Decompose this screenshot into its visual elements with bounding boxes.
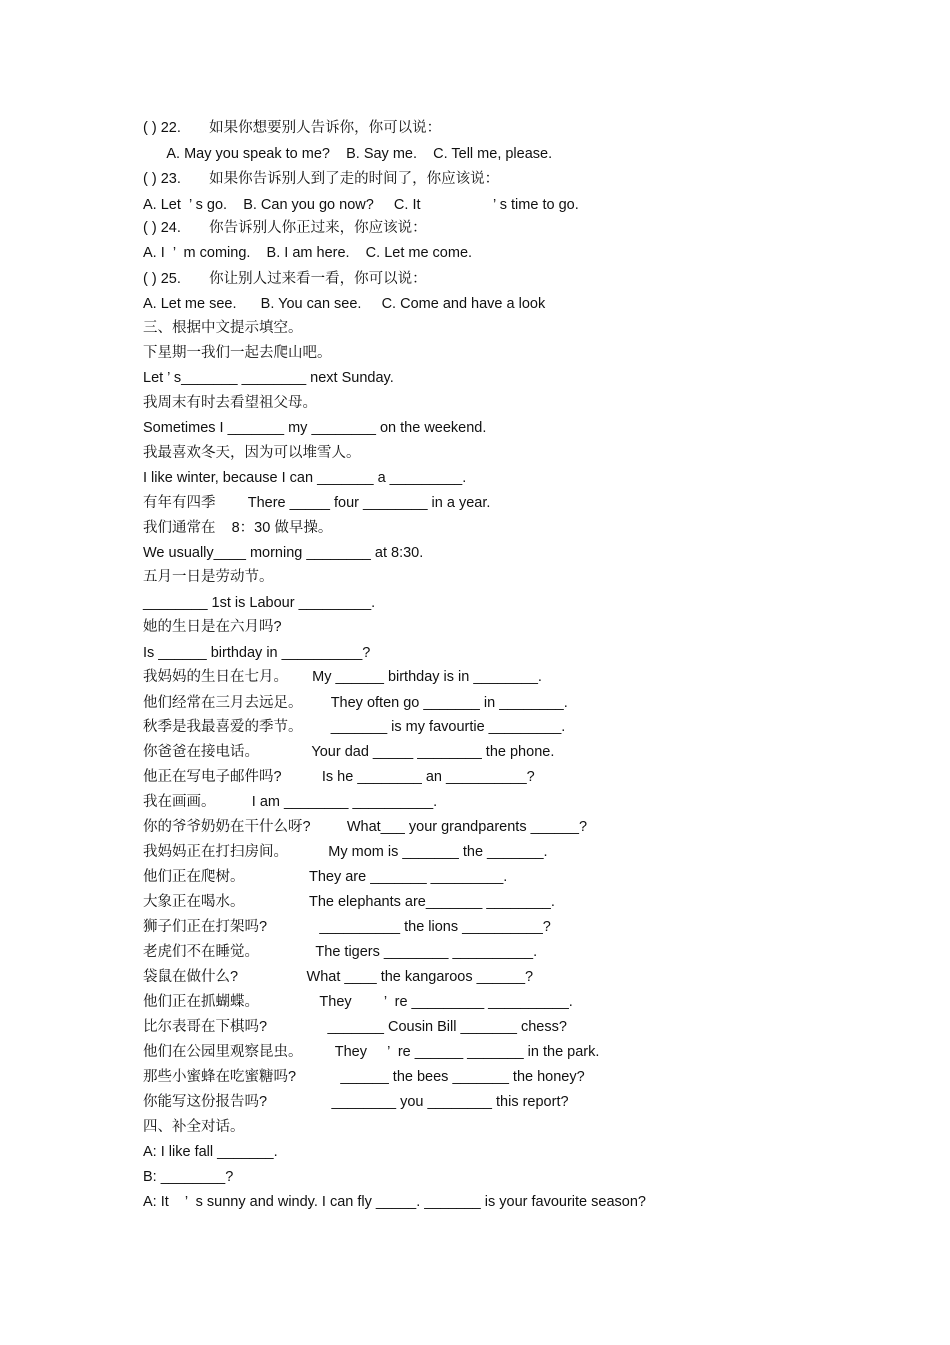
dialogue-line-a: A: I like fall _______.: [143, 1144, 278, 1160]
fill-prompt-mixed: 我妈妈正在打扫房间。 My mom is _______ the _______.: [143, 844, 548, 860]
fill-prompt-mixed: 有年有四季 There _____ four ________ in a year.: [143, 495, 491, 511]
fill-prompt-mixed: 你爸爸在接电话。 Your dad _____ ________ the phone.: [143, 744, 555, 760]
fill-prompt-mixed: 大象正在喝水。 The elephants are_______ ________.: [143, 894, 555, 910]
fill-prompt-mixed: 他们在公园里观察昆虫。 They ’ re ______ _______ in the park.: [143, 1044, 600, 1060]
question-23-options: A. Let ’ s go. B. Can you go now? C. It ’ s time to go.: [143, 197, 579, 213]
fill-prompt-mixed: 秋季是我最喜爱的季节。 _______ is my favourtie _________.: [143, 719, 566, 735]
question-23: ( ) 23. 如果你告诉别人到了走的时间了，你应该说：: [143, 171, 500, 187]
fill-prompt-en: ________ 1st is Labour _________.: [143, 595, 376, 611]
fill-prompt-cn: 我最喜欢冬天，因为可以堆雪人。: [143, 445, 361, 461]
question-24-options: A. I ’ m coming. B. I am here. C. Let me come.: [143, 245, 473, 261]
fill-prompt-mixed: 他们正在爬树。 They are _______ _________.: [143, 869, 508, 885]
fill-prompt-mixed: 他们正在抓蝴蝶。 They ’ re _________ __________.: [143, 994, 573, 1010]
fill-prompt-en: We usually____ morning ________ at 8:30.: [143, 545, 424, 561]
fill-prompt-mixed: 袋鼠在做什么? What ____ the kangaroos ______?: [143, 969, 534, 985]
fill-prompt-en: Sometimes I _______ my ________ on the weekend.: [143, 420, 487, 436]
fill-prompt-mixed: 他们经常在三月去远足。 They often go _______ in ________.: [143, 695, 568, 711]
fill-prompt-mixed: 老虎们不在睡觉。 The tigers ________ __________.: [143, 944, 538, 960]
fill-prompt-mixed: 我在画画。 I am ________ __________.: [143, 794, 438, 810]
fill-prompt-mixed: 狮子们正在打架吗? __________ the lions __________?: [143, 919, 551, 935]
question-24: ( ) 24. 你告诉别人你正过来，你应该说：: [143, 220, 427, 236]
fill-prompt-en: I like winter, because I can _______ a _________.: [143, 470, 467, 486]
question-25-options: A. Let me see. B. You can see. C. Come and have a look: [143, 296, 546, 312]
fill-prompt-cn: 她的生日是在六月吗?: [143, 619, 282, 635]
fill-prompt-mixed: 比尔表哥在下棋吗? _______ Cousin Bill _______ chess?: [143, 1019, 567, 1035]
fill-prompt-en: Let ’ s_______ ________ next Sunday.: [143, 370, 394, 386]
fill-prompt-cn: 下星期一我们一起去爬山吧。: [143, 345, 332, 361]
fill-prompt-mixed: 你的爷爷奶奶在干什么呀? What___ your grandparents ______?: [143, 819, 588, 835]
question-25: ( ) 25. 你让别人过来看一看，你可以说：: [143, 271, 427, 287]
fill-prompt-mixed: 他正在写电子邮件吗? Is he ________ an __________?: [143, 769, 535, 785]
fill-prompt-mixed: 我妈妈的生日在七月。 My ______ birthday is in ________.: [143, 669, 542, 685]
dialogue-line-a: A: It ’ s sunny and windy. I can fly _____. _______ is your favourite season?: [143, 1194, 646, 1210]
question-22-options: A. May you speak to me? B. Say me. C. Tell me, please.: [143, 146, 553, 162]
dialogue-line-b: B: ________?: [143, 1169, 234, 1185]
question-22: ( ) 22. 如果你想要别人告诉你，你可以说：: [143, 120, 442, 136]
fill-prompt-cn: 我们通常在 8：30 做早操。: [143, 520, 333, 536]
section-3-heading: 三、根据中文提示填空。: [143, 320, 303, 336]
fill-prompt-cn: 我周末有时去看望祖父母。: [143, 395, 317, 411]
fill-prompt-mixed: 那些小蜜蜂在吃蜜糖吗? ______ the bees _______ the honey?: [143, 1069, 585, 1085]
section-4-heading: 四、补全对话。: [143, 1119, 245, 1135]
fill-prompt-en: Is ______ birthday in __________?: [143, 645, 371, 661]
fill-prompt-cn: 五月一日是劳动节。: [143, 569, 274, 585]
fill-prompt-mixed: 你能写这份报告吗? ________ you ________ this report?: [143, 1094, 569, 1110]
